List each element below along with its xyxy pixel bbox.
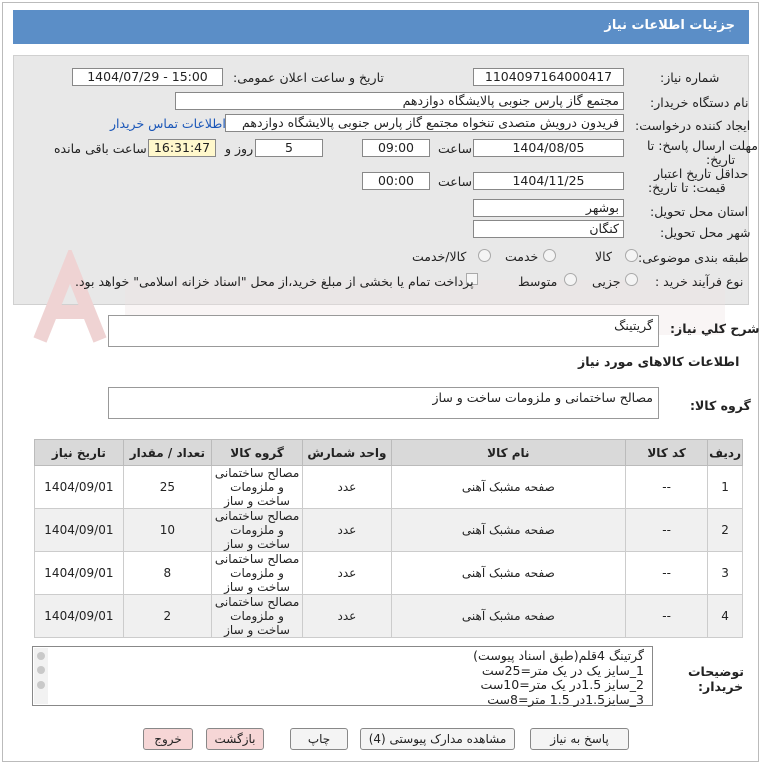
desc-line: 3_سایز1.5در 1.5 متر=8ست [487, 691, 644, 707]
buyer-org-field: مجتمع گاز پارس جنوبی پالایشگاه دوازدهم [175, 92, 624, 110]
cell-group: مصالح ساختمانی و ملزومات ساخت و ساز [211, 595, 302, 638]
th-qty: تعداد / مقدار [123, 440, 211, 466]
cell-name: صفحه مشبک آهنی [391, 552, 626, 595]
process-radio-minor[interactable] [625, 273, 638, 286]
th-row: ردیف [708, 440, 743, 466]
summary-textarea[interactable]: گریتینگ [108, 315, 659, 347]
table-row [35, 466, 743, 509]
th-name: نام کالا [391, 440, 626, 466]
deadline-time-label: ساعت [438, 141, 473, 156]
buyer-org-label: نام دستگاه خریدار: [650, 95, 749, 110]
province-field: بوشهر [473, 199, 624, 217]
category-option-goods: کالا [595, 249, 612, 264]
goods-info-title: اطلاعات کالاهای مورد نیاز [578, 354, 740, 369]
th-unit: واحد شمارش [303, 440, 391, 466]
goods-group-textarea[interactable]: مصالح ساختمانی و ملزومات ساخت و ساز [108, 387, 659, 419]
category-radio-service[interactable] [543, 249, 556, 262]
th-group: گروه کالا [211, 440, 302, 466]
page-title: جزئیات اطلاعات نیاز [13, 10, 749, 44]
goods-group-label: گروه کالا: [690, 398, 751, 413]
category-option-goods-service: کالا/خدمت [412, 249, 467, 264]
cell-code: -- [626, 509, 708, 552]
cell-row: 3 [708, 552, 743, 595]
cell-name: صفحه مشبک آهنی [391, 595, 626, 638]
buyer-desc-label-2: خریدار: [698, 679, 744, 694]
cell-code: -- [626, 466, 708, 509]
process-label: نوع فرآیند خرید : [655, 274, 744, 289]
buyer-desc-textarea[interactable] [32, 646, 653, 706]
cell-qty: 10 [123, 509, 211, 552]
view-docs-button[interactable]: مشاهده مدارک پیوستی (4) [360, 728, 515, 750]
cell-date: 1404/09/01 [35, 552, 124, 595]
cell-unit: عدد [303, 595, 391, 638]
cell-row: 4 [708, 595, 743, 638]
announce-field: 1404/07/29 - 15:00 [72, 68, 223, 86]
city-label: شهر محل تحویل: [660, 225, 751, 240]
reply-button[interactable]: پاسخ به نیاز [530, 728, 629, 750]
cell-date: 1404/09/01 [35, 466, 124, 509]
cell-code: -- [626, 552, 708, 595]
category-radio-goods-service[interactable] [478, 249, 491, 262]
desc-line: گرتینگ 4قلم(طبق اسناد پیوست) [473, 648, 644, 663]
cell-unit: عدد [303, 509, 391, 552]
cell-date: 1404/09/01 [35, 509, 124, 552]
category-radio-goods[interactable] [625, 249, 638, 262]
cell-unit: عدد [303, 552, 391, 595]
cell-name: صفحه مشبک آهنی [391, 466, 626, 509]
desc-line: 1_سایز یک در یک متر=25ست [481, 662, 644, 678]
cell-qty: 8 [123, 552, 211, 595]
payment-note: پرداخت تمام یا بخشی از مبلغ خرید،از محل "اسناد خزانه اسلامی" خواهد بود. [75, 274, 474, 289]
desc-line: 2_سایز 1.5در یک متر=10ست [480, 677, 644, 692]
cell-qty: 25 [123, 466, 211, 509]
days-field: 5 [255, 139, 323, 157]
validity-time-field: 00:00 [362, 172, 430, 190]
deadline-label-1: مهلت ارسال پاسخ: تا [647, 138, 758, 153]
buyer-desc-label-1: توضیحات [688, 664, 744, 679]
summary-label: شرح کلي نياز: [670, 321, 760, 336]
deadline-time-field: 09:00 [362, 139, 430, 157]
city-field: کنگان [473, 220, 624, 238]
cell-qty: 2 [123, 595, 211, 638]
cell-date: 1404/09/01 [35, 595, 124, 638]
cell-group: مصالح ساختمانی و ملزومات ساخت و ساز [211, 509, 302, 552]
need-number-field: 1104097164000417 [473, 68, 624, 86]
cell-code: -- [626, 595, 708, 638]
cell-unit: عدد [303, 466, 391, 509]
table-row [35, 552, 743, 595]
remaining-time-field: 16:31:47 [148, 139, 216, 157]
province-label: استان محل تحویل: [650, 204, 749, 219]
th-date: تاریخ نیاز [35, 440, 124, 466]
validity-time-label: ساعت [438, 174, 473, 189]
cell-row: 2 [708, 509, 743, 552]
cell-row: 1 [708, 466, 743, 509]
announce-label: تاریخ و ساعت اعلان عمومی: [233, 70, 384, 85]
process-option-medium: متوسط [518, 274, 558, 289]
deadline-label-2: تاریخ: [706, 152, 736, 167]
need-number-label: شماره نیاز: [660, 70, 720, 85]
table-header-row [35, 440, 743, 466]
validity-date-field: 1404/11/25 [473, 172, 624, 190]
items-table [34, 439, 743, 638]
category-option-service: خدمت [505, 249, 539, 264]
buyer-contact-link[interactable]: اطلاعات تماس خریدار [110, 116, 226, 131]
back-button[interactable]: بازگشت [206, 728, 264, 750]
creator-field: فریدون درویش متصدی تنخواه مجتمع گاز پارس جنوبی پالایشگاه دوازدهم [225, 114, 624, 132]
desc-scrollbar[interactable] [34, 648, 48, 704]
print-button[interactable]: چاپ [290, 728, 348, 750]
days-label: روز و [225, 141, 254, 156]
category-label: طبقه بندی موضوعی: [638, 250, 749, 265]
process-radio-medium[interactable] [564, 273, 577, 286]
creator-label: ایجاد کننده درخواست: [635, 118, 751, 133]
table-row [35, 595, 743, 638]
deadline-date-field: 1404/08/05 [473, 139, 624, 157]
cell-group: مصالح ساختمانی و ملزومات ساخت و ساز [211, 466, 302, 509]
exit-button[interactable]: خروج [143, 728, 193, 750]
th-code: کد کالا [626, 440, 708, 466]
validity-label-2: قیمت: تا تاریخ: [648, 180, 726, 195]
cell-name: صفحه مشبک آهنی [391, 509, 626, 552]
remaining-time-label: ساعت باقی مانده [54, 141, 147, 156]
cell-group: مصالح ساختمانی و ملزومات ساخت و ساز [211, 552, 302, 595]
process-option-minor: جزیی [592, 274, 621, 289]
validity-label-1: حداقل تاریخ اعتبار [654, 166, 749, 181]
table-row [35, 509, 743, 552]
